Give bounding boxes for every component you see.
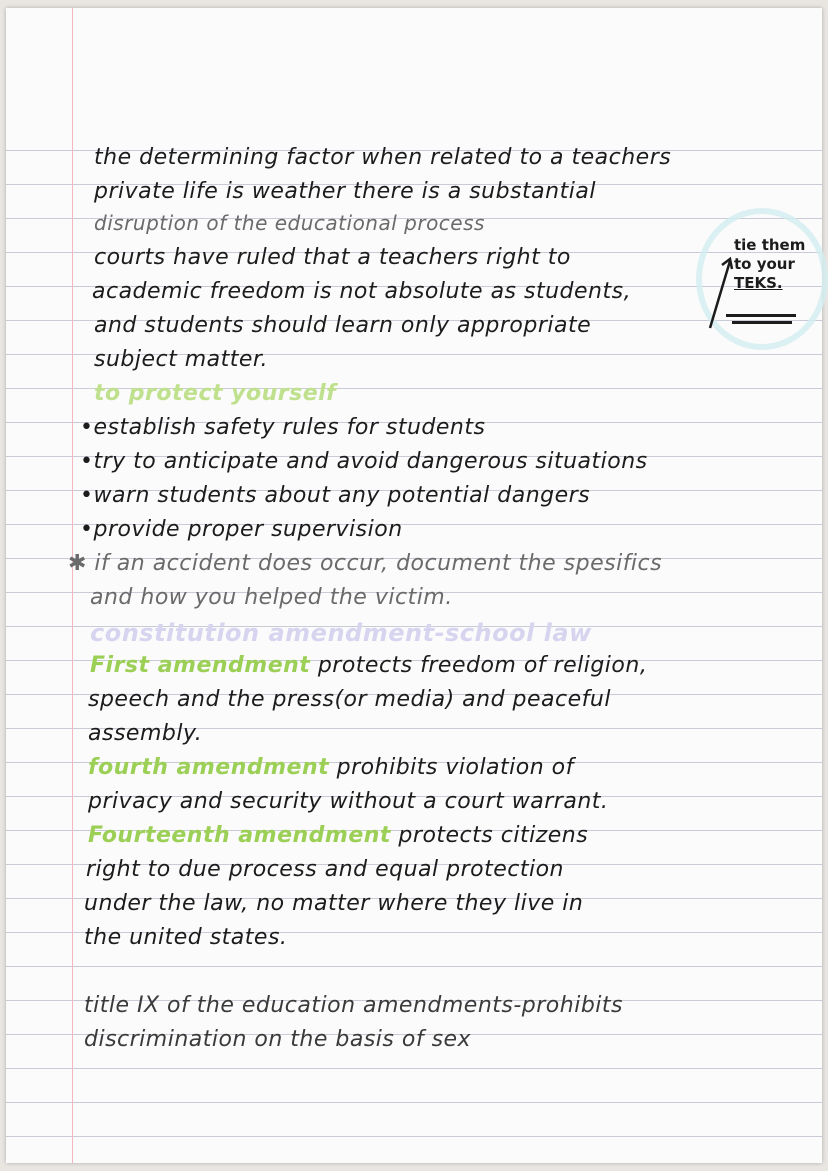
note-line: the determining factor when related to a teachers (94, 145, 672, 170)
note-line: the united states. (84, 925, 288, 950)
note-line: subject matter. (94, 347, 268, 372)
note-line: under the law, no matter where they live in (84, 891, 584, 916)
note-line: private life is weather there is a substantial (94, 179, 596, 204)
bullet-item: •provide proper supervision (80, 517, 403, 542)
note-line: right to due process and equal protection (86, 857, 564, 882)
note-line: academic freedom is not absolute as students, (92, 279, 632, 304)
heading-protect: to protect yourself (94, 381, 337, 406)
side-note-2: to your (734, 255, 795, 273)
fourteenth-amendment-label: Fourteenth amendment (88, 823, 391, 848)
side-note-3: TEKS. (734, 274, 783, 292)
notebook-page (6, 8, 822, 1163)
note-line: speech and the press(or media) and peaceful (88, 687, 611, 712)
underline (732, 321, 792, 324)
note-line: First amendment protects freedom of religion, (90, 653, 648, 678)
starred-item: ✱ if an accident does occur, document the spesifics (68, 551, 663, 576)
heading-constitution: constitution amendment-school law (90, 619, 592, 647)
note-line: assembly. (88, 721, 203, 746)
fourth-amendment-label: fourth amendment (88, 755, 330, 780)
bullet-item: •establish safety rules for students (80, 415, 486, 440)
side-note-1: tie them (734, 236, 806, 254)
note-line: courts have ruled that a teachers right to (94, 245, 571, 270)
margin-line (72, 8, 73, 1163)
underline (726, 314, 796, 317)
bullet-item: •warn students about any potential dangers (80, 483, 591, 508)
note-line: discrimination on the basis of sex (84, 1027, 472, 1052)
note-line: privacy and security without a court warrant. (88, 789, 609, 814)
note-line: and how you helped the victim. (90, 585, 453, 610)
note-line: and students should learn only appropriate (94, 313, 592, 338)
note-line: title IX of the education amendments-prohibits (84, 993, 623, 1018)
note-line: fourth amendment prohibits violation of (88, 755, 574, 780)
note-line: disruption of the educational process (94, 211, 485, 235)
first-amendment-label: First amendment (90, 653, 311, 678)
note-line: Fourteenth amendment protects citizens (88, 823, 589, 848)
bullet-item: •try to anticipate and avoid dangerous situations (80, 449, 648, 474)
